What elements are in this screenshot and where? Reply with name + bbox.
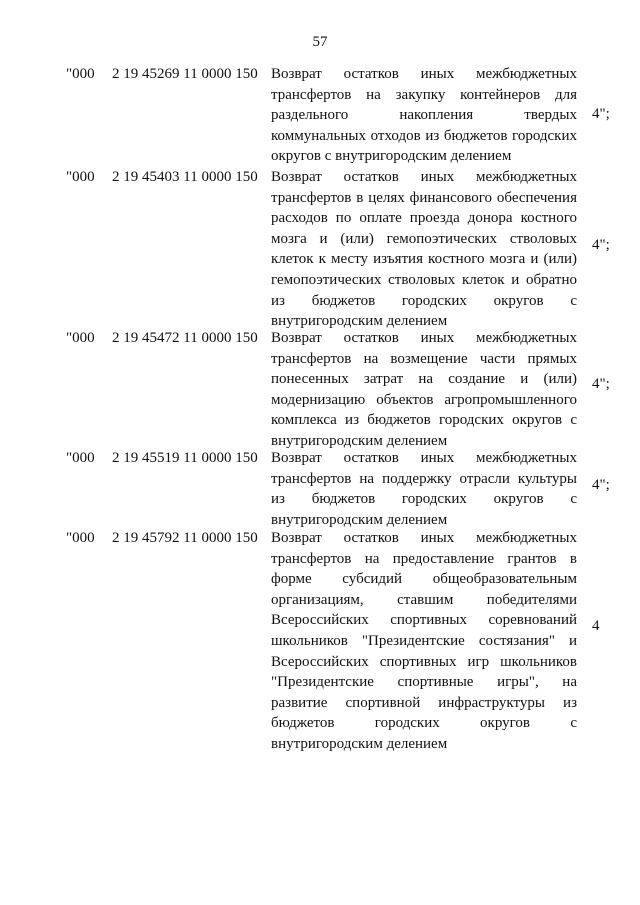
row-amount: 4"; xyxy=(592,376,610,392)
row-amount: 4 xyxy=(592,618,600,634)
code-value: 2 19 45792 11 0000 150 xyxy=(112,530,258,546)
budget-code xyxy=(66,66,258,83)
row-amount: 4"; xyxy=(592,106,610,122)
table-row xyxy=(0,167,640,328)
table-row xyxy=(0,64,640,167)
budget-code-table xyxy=(0,64,640,758)
code-value: 2 19 45269 11 0000 150 xyxy=(112,66,258,82)
code-value: 2 19 45519 11 0000 150 xyxy=(112,450,258,466)
table-row xyxy=(0,328,640,448)
code-prefix: "000 xyxy=(66,450,95,466)
page-number: 57 xyxy=(312,34,328,50)
code-value: 2 19 45472 11 0000 150 xyxy=(112,330,258,346)
row-description: Возврат остатков иных межбюджетных трансфертов в целях финансового обеспечения расходов по оплате проезда донора костного мозга и (или) гемопоэтических стволовых клеток к месту изъятия костного мозга и (или) гемопоэтических стволовых клеток и обратно из бюджетов городских округов с внутригородским делением xyxy=(271,169,577,330)
budget-code xyxy=(66,450,258,467)
table-row xyxy=(0,528,640,758)
budget-code xyxy=(66,169,258,186)
row-description: Возврат остатков иных межбюджетных трансфертов на возмещение части прямых понесенных затрат на создание и (или) модернизацию объектов агропромышленного комплекса из бюджетов городских округов с внутригородским делением xyxy=(271,330,577,449)
code-prefix: "000 xyxy=(66,169,95,185)
code-prefix: "000 xyxy=(66,530,95,546)
code-value: 2 19 45403 11 0000 150 xyxy=(112,169,258,185)
budget-code xyxy=(66,530,258,547)
row-description: Возврат остатков иных межбюджетных трансфертов на предоставление грантов в форме субсидий общеобразовательным организациям, ставшим победителями Всероссийских спортивных соревнований школьников "Президентские состязания" и Всероссийских спортивных игр школьников "Президентские спортивные игры", на развитие спортивной инфраструктуры из бюджетов городских округов с внутригородским делением xyxy=(271,530,577,752)
code-prefix: "000 xyxy=(66,330,95,346)
budget-code xyxy=(66,330,258,347)
row-amount: 4"; xyxy=(592,237,610,253)
row-description: Возврат остатков иных межбюджетных трансфертов на закупку контейнеров для раздельного накопления твердых коммунальных отходов из бюджетов городских округов с внутригородским делением xyxy=(271,66,577,165)
row-amount: 4"; xyxy=(592,477,610,493)
code-prefix: "000 xyxy=(66,66,95,82)
table-row xyxy=(0,448,640,528)
row-description: Возврат остатков иных межбюджетных трансфертов на поддержку отрасли культуры из бюджетов городских округов с внутригородским делением xyxy=(271,450,577,528)
